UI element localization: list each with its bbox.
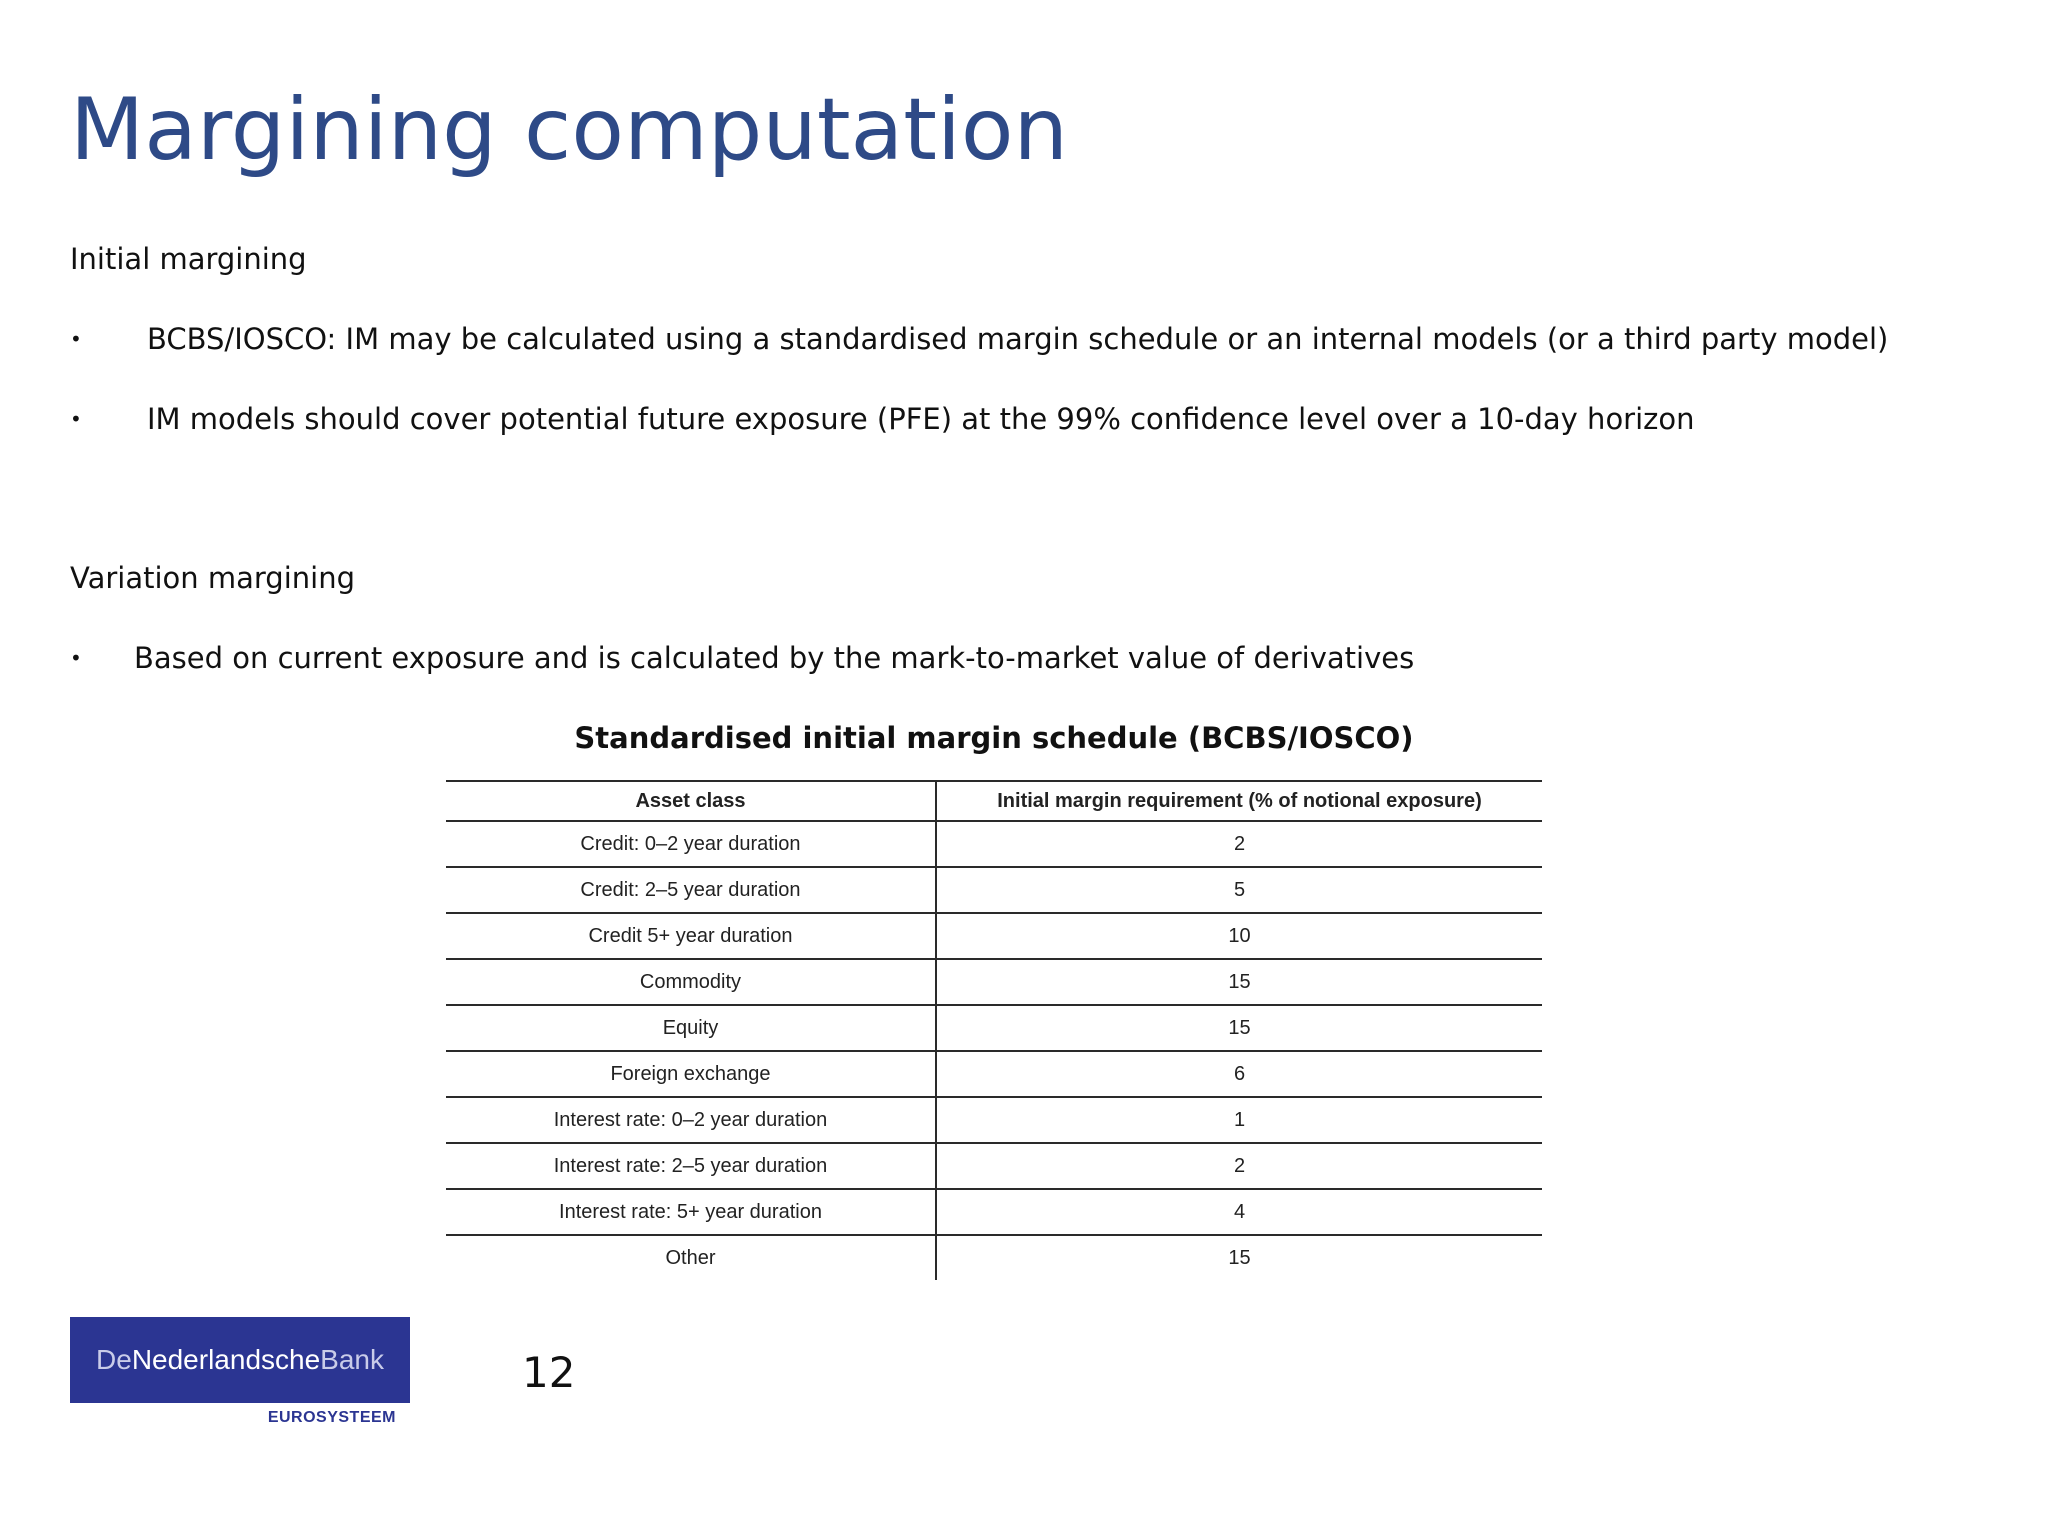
bullet-text: Based on current exposure and is calculated by the mark-to-market value of derivatives <box>134 641 1415 675</box>
asset-class-cell: Commodity <box>446 959 936 1005</box>
margin-value-cell: 4 <box>936 1189 1542 1235</box>
margin-value-cell: 15 <box>936 959 1542 1005</box>
asset-class-cell: Equity <box>446 1005 936 1051</box>
asset-class-cell: Foreign exchange <box>446 1051 936 1097</box>
table-row <box>446 959 1542 1005</box>
margin-value-cell: 2 <box>936 821 1542 867</box>
asset-class-cell: Credit: 0–2 year duration <box>446 821 936 867</box>
slide-title: Margining computation <box>70 80 1068 180</box>
table-row <box>446 1051 1542 1097</box>
table-row <box>446 1143 1542 1189</box>
asset-class-cell: Credit: 2–5 year duration <box>446 867 936 913</box>
table-title: Standardised initial margin schedule (BCBS/IOSCO) <box>574 721 1414 755</box>
table-row <box>446 867 1542 913</box>
bullet-text: BCBS/IOSCO: IM may be calculated using a standardised margin schedule or an internal models (or a third party model) <box>147 322 1889 356</box>
logo-name-part: Bank <box>320 1344 384 1375</box>
margin-schedule-table <box>446 780 1542 1280</box>
margin-value-cell: 15 <box>936 1005 1542 1051</box>
bullet-text: IM models should cover potential future exposure (PFE) at the 99% confidence level over a 10-day horizon <box>147 402 1695 436</box>
table-header-row <box>446 781 1542 821</box>
bullet-icon: • <box>70 407 82 431</box>
table-row <box>446 1189 1542 1235</box>
bullet-icon: • <box>70 327 82 351</box>
dnb-logo <box>70 1317 410 1427</box>
bullet-icon: • <box>70 646 82 670</box>
asset-class-cell: Interest rate: 0–2 year duration <box>446 1097 936 1143</box>
margin-value-cell: 10 <box>936 913 1542 959</box>
logo-subtitle: EUROSYSTEEM <box>267 1409 396 1426</box>
asset-class-cell: Interest rate: 5+ year duration <box>446 1189 936 1235</box>
margin-value-cell: 6 <box>936 1051 1542 1097</box>
page-number: 12 <box>522 1348 576 1397</box>
margin-value-cell: 2 <box>936 1143 1542 1189</box>
table-row <box>446 1097 1542 1143</box>
table-row <box>446 1235 1542 1280</box>
margin-value-cell: 15 <box>1228 1246 1251 1269</box>
table-row <box>446 1005 1542 1051</box>
margin-value-cell: 1 <box>936 1097 1542 1143</box>
margin-value-cell: 5 <box>936 867 1542 913</box>
logo-name-part: De <box>96 1344 132 1375</box>
column-header-asset-class: Asset class <box>446 781 936 821</box>
table-row <box>446 913 1542 959</box>
asset-class-cell: Credit 5+ year duration <box>446 913 936 959</box>
asset-class-cell: Interest rate: 2–5 year duration <box>446 1143 936 1189</box>
variation-margining-heading: Variation margining <box>70 561 356 595</box>
asset-class-cell: Other <box>446 1235 936 1280</box>
initial-margining-heading: Initial margining <box>70 242 307 276</box>
column-header-margin-requirement: Initial margin requirement (% of notional exposure) <box>936 781 1542 821</box>
logo-name-part: Nederlandsche <box>131 1344 321 1375</box>
logo-wordmark <box>70 1317 410 1403</box>
table-row <box>446 821 1542 867</box>
